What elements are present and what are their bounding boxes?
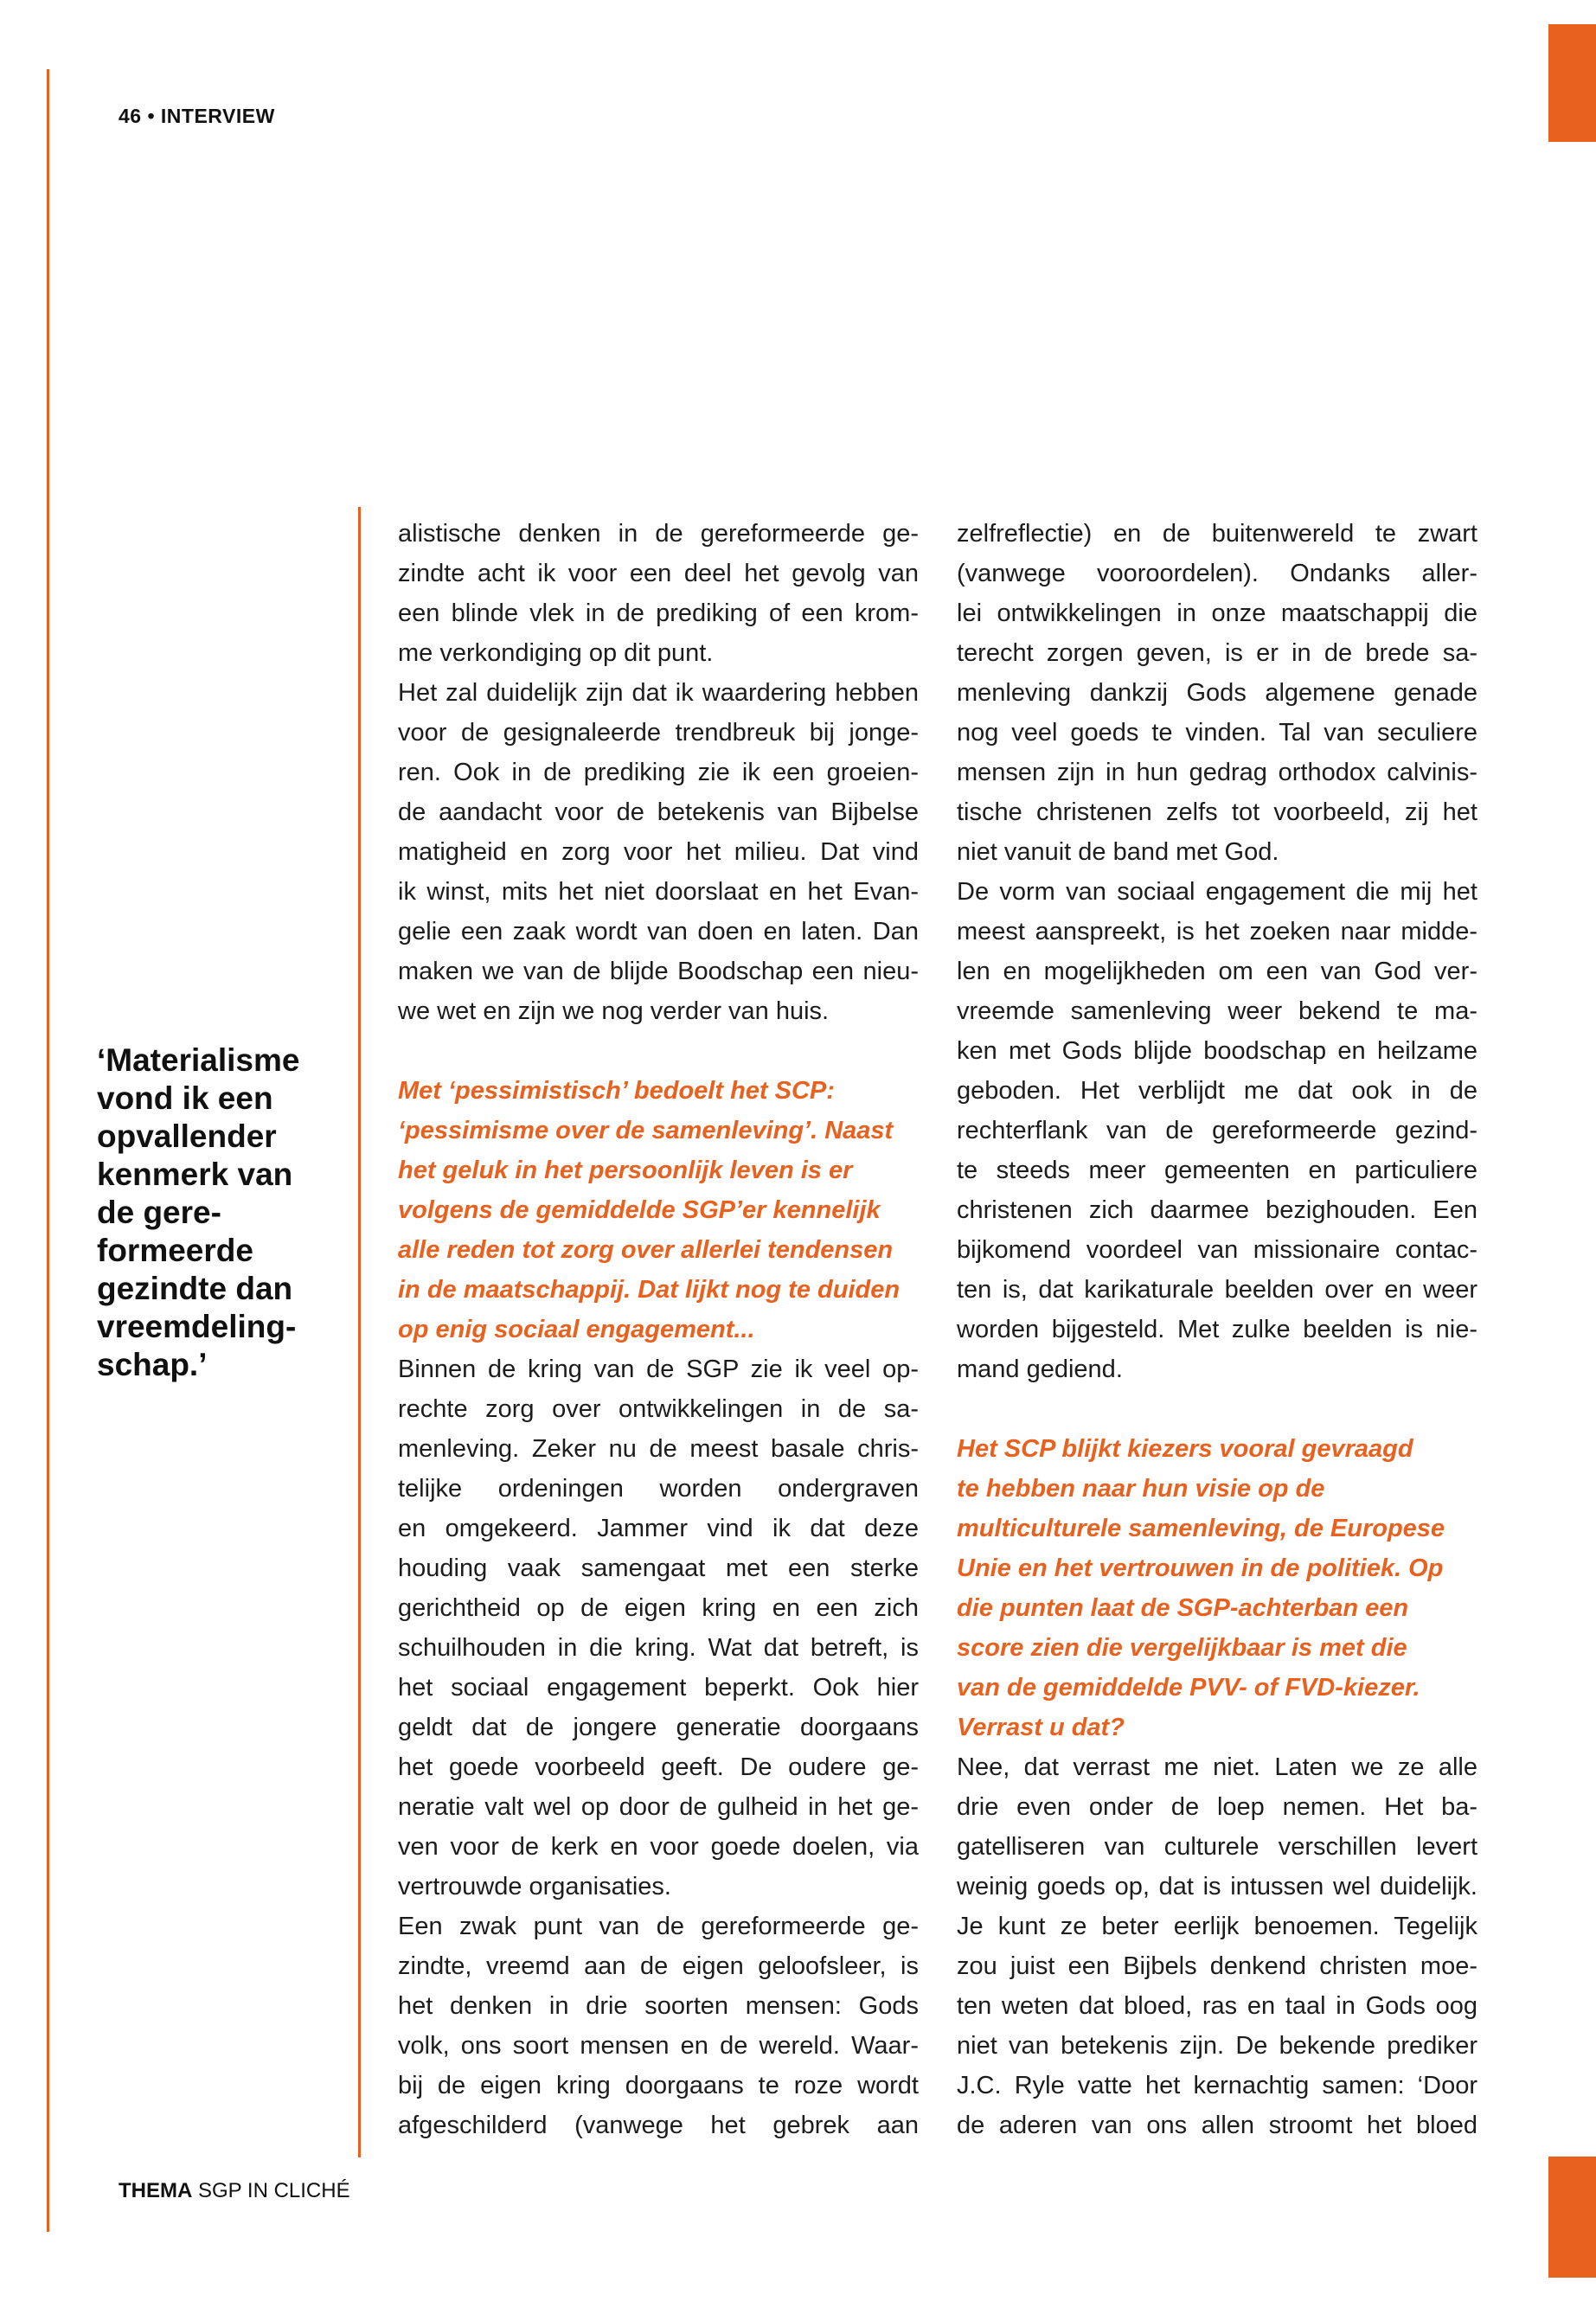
text-line: gelie een zaak wordt van doen en laten. Dan xyxy=(398,918,919,945)
question-line: Het SCP blijkt kiezers vooral gevraagd xyxy=(957,1435,1413,1463)
text-line: en omgekeerd. Jammer vind ik dat deze xyxy=(398,1515,919,1542)
text-line: maken we van de blijde Boodschap een nieu- xyxy=(398,958,919,985)
text-line: we wet en zijn we nog verder van huis. xyxy=(398,997,830,1025)
text-line: De vorm van sociaal engagement die mij het xyxy=(957,878,1477,906)
text-line: matigheid en zorg voor het milieu. Dat vind xyxy=(398,838,919,866)
article-column-1 xyxy=(398,514,919,2145)
text-line: lei ontwikkelingen in onze maatschappij die xyxy=(957,599,1477,627)
text-line: zelfreflectie) en de buitenwereld te zwart xyxy=(957,520,1477,548)
question-line: ‘pessimisme over de samenleving’. Naast xyxy=(398,1117,894,1144)
interview-question xyxy=(398,1071,919,1349)
running-foot xyxy=(119,2179,350,2203)
text-line: het goede voorbeeld geeft. De oudere ge- xyxy=(398,1753,919,1781)
text-line: het denken in drie soorten mensen: Gods xyxy=(398,1992,919,2020)
pull-quote-line: formeerde xyxy=(97,1233,253,1268)
text-line: alistische denken in de gereformeerde ge- xyxy=(398,520,919,548)
text-line: de aandacht voor de betekenis van Bijbelse xyxy=(398,798,919,826)
text-line: me verkondiging op dit punt. xyxy=(398,639,714,667)
question-line: in de maatschappij. Dat lijkt nog te duiden xyxy=(398,1276,901,1304)
question-line: op enig sociaal engagement... xyxy=(398,1316,755,1343)
pull-quote-line: schap.’ xyxy=(97,1347,208,1382)
text-line: afgeschilderd (vanwege het gebrek aan xyxy=(398,2112,919,2139)
pull-quote-line: kenmerk van xyxy=(97,1157,293,1192)
question-line: die punten laat de SGP-achterban een xyxy=(957,1594,1409,1622)
section-label: THEMA xyxy=(119,2179,193,2202)
text-line: een blinde vlek in de prediking of een krom- xyxy=(398,599,919,627)
paragraph-gap xyxy=(398,1031,919,1071)
text-line: ik winst, mits het niet doorslaat en het Evan- xyxy=(398,878,919,906)
paragraph xyxy=(957,514,1477,872)
pullquote-divider-rule xyxy=(358,507,361,2157)
paragraph xyxy=(398,673,919,1031)
pull-quote-line: gezindte dan xyxy=(97,1271,293,1306)
text-line: vertrouwde organisaties. xyxy=(398,1873,671,1900)
text-line: mand gediend. xyxy=(957,1356,1123,1383)
text-line: terecht zorgen geven, is er in de brede sa- xyxy=(957,639,1477,667)
pull-quote-line: de gere- xyxy=(97,1195,221,1230)
text-line: ren. Ook in de prediking zie ik een groeien- xyxy=(398,759,919,786)
orange-edge-tab-bottom xyxy=(1548,2157,1596,2278)
text-line: rechte zorg over ontwikkelingen in de sa- xyxy=(398,1395,919,1423)
text-line: Je kunt ze beter eerlijk benoemen. Tegelijk xyxy=(957,1913,1477,1940)
article-column-2 xyxy=(957,514,1477,2145)
question-line: volgens de gemiddelde SGP’er kennelijk xyxy=(398,1196,881,1224)
text-line: vreemde samenleving weer bekend te ma- xyxy=(957,997,1477,1025)
text-line: geldt dat de jongere generatie doorgaans xyxy=(398,1714,919,1741)
text-line: de aderen van ons allen stroomt het bloed xyxy=(957,2112,1477,2139)
text-line: rechterflank van de gereformeerde gezind- xyxy=(957,1117,1477,1144)
question-line: alle reden tot zorg over allerlei tendensen xyxy=(398,1236,894,1264)
text-line: niet vanuit de band met God. xyxy=(957,838,1279,866)
text-line: houding vaak samengaat met een sterke xyxy=(398,1554,919,1582)
text-line: ven voor de kerk en voor goede doelen, via xyxy=(398,1833,919,1861)
pull-quote xyxy=(97,1042,330,1384)
text-line: geboden. Het verblijdt me dat ook in de xyxy=(957,1077,1477,1105)
text-line: Het zal duidelijk zijn dat ik waardering hebben xyxy=(398,679,919,707)
paragraph xyxy=(957,872,1477,1389)
text-line: Nee, dat verrast me niet. Laten we ze alle xyxy=(957,1753,1477,1781)
text-line: worden bijgesteld. Met zulke beelden is nie- xyxy=(957,1316,1477,1343)
text-line: zindte, vreemd aan de eigen geloofsleer, is xyxy=(398,1952,919,1980)
question-line: score zien die vergelijkbaar is met die xyxy=(957,1634,1407,1662)
text-line: Een zwak punt van de gereformeerde ge- xyxy=(398,1913,919,1940)
text-line: tische christenen zelfs tot voorbeeld, zij het xyxy=(957,798,1477,826)
section-title: SGP IN CLICHÉ xyxy=(192,2179,350,2202)
text-line: zou juist een Bijbels denkend christen moe- xyxy=(957,1952,1477,1980)
pull-quote-line: opvallender xyxy=(97,1118,277,1154)
running-head: 46 • INTERVIEW xyxy=(119,105,275,127)
text-line: mensen zijn in hun gedrag orthodox calvinis- xyxy=(957,759,1477,786)
text-line: voor de gesignaleerde trendbreuk bij jonge- xyxy=(398,719,919,747)
text-line: (vanwege vooroordelen). Ondanks aller- xyxy=(957,560,1477,587)
pull-quote-line: ‘Materialisme xyxy=(97,1042,300,1078)
text-line: telijke ordeningen worden ondergraven xyxy=(398,1475,919,1503)
orange-edge-tab-top xyxy=(1548,24,1596,142)
paragraph xyxy=(398,514,919,673)
paragraph xyxy=(398,1349,919,1907)
text-line: niet van betekenis zijn. De bekende prediker xyxy=(957,2032,1477,2060)
text-line: gatelliseren van culturele verschillen levert xyxy=(957,1833,1477,1861)
text-line: gerichtheid op de eigen kring en een zich xyxy=(398,1594,919,1622)
text-line: volk, ons soort mensen en de wereld. Waar- xyxy=(398,2032,919,2060)
text-line: christenen zich daarmee bezighouden. Een xyxy=(957,1196,1477,1224)
pull-quote-line: vreemdeling- xyxy=(97,1309,297,1344)
text-line: len en mogelijkheden om een van God ver- xyxy=(957,958,1477,985)
paragraph xyxy=(398,1907,919,2145)
question-line: Met ‘pessimistisch’ bedoelt het SCP: xyxy=(398,1077,835,1105)
text-line: menleving. Zeker nu de meest basale chris- xyxy=(398,1435,919,1463)
question-line: multiculturele samenleving, de Europese xyxy=(957,1515,1445,1542)
question-line: Unie en het vertrouwen in de politiek. Op xyxy=(957,1554,1444,1582)
text-line: nog veel goeds te vinden. Tal van seculiere xyxy=(957,719,1477,747)
left-margin-rule xyxy=(47,69,49,2232)
text-line: te steeds meer gemeenten en particuliere xyxy=(957,1157,1477,1184)
text-line: weinig goeds op, dat is intussen wel duidelijk. xyxy=(957,1873,1477,1900)
text-line: Binnen de kring van de SGP zie ik veel op- xyxy=(398,1356,919,1383)
text-line: bijkomend voordeel van missionaire contac- xyxy=(957,1236,1477,1264)
text-line: menleving dankzij Gods algemene genade xyxy=(957,679,1477,707)
text-line: zindte acht ik voor een deel het gevolg van xyxy=(398,560,919,587)
text-line: bij de eigen kring doorgaans te roze wordt xyxy=(398,2072,919,2099)
text-line: schuilhouden in die kring. Wat dat betreft, is xyxy=(398,1634,919,1662)
text-line: J.C. Ryle vatte het kernachtig samen: ‘Door xyxy=(957,2072,1477,2099)
paragraph xyxy=(957,1747,1477,2145)
text-line: neratie valt wel op door de gulheid in het ge- xyxy=(398,1793,919,1821)
paragraph-gap xyxy=(957,1389,1477,1429)
question-line: van de gemiddelde PVV- of FVD-kiezer. xyxy=(957,1674,1420,1702)
text-line: ken met Gods blijde boodschap en heilzame xyxy=(957,1037,1477,1065)
text-line: ten weten dat bloed, ras en taal in Gods oog xyxy=(957,1992,1477,2020)
text-line: meest aanspreekt, is het zoeken naar midde- xyxy=(957,918,1477,945)
interview-question xyxy=(957,1429,1477,1747)
text-line: het sociaal engagement beperkt. Ook hier xyxy=(398,1674,919,1702)
question-line: het geluk in het persoonlijk leven is er xyxy=(398,1157,853,1184)
question-line: te hebben naar hun visie op de xyxy=(957,1475,1325,1503)
pull-quote-line: vond ik een xyxy=(97,1080,273,1116)
text-line: ten is, dat karikaturale beelden over en weer xyxy=(957,1276,1477,1304)
text-line: drie even onder de loep nemen. Het ba- xyxy=(957,1793,1477,1821)
question-line: Verrast u dat? xyxy=(957,1714,1125,1741)
